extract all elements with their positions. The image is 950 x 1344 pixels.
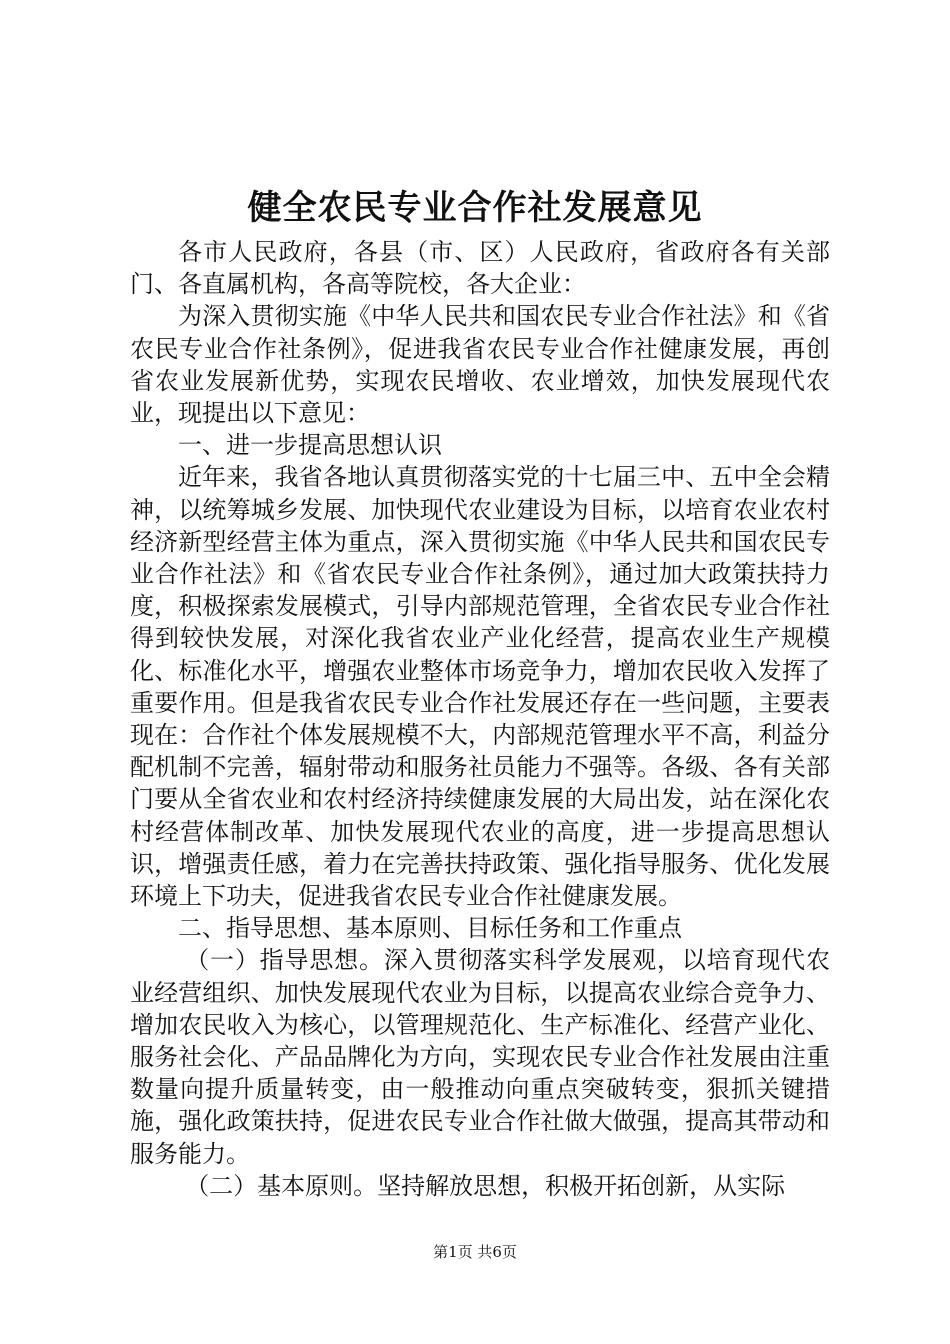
document-title: 健全农民专业合作社发展意见 <box>247 188 703 228</box>
paragraph-section-1: 近年来，我省各地认真贯彻落实党的十七届三中、五中全会精神，以统筹城乡发展、加快现代农业建设为目标，以培育农业农村经济新型经营主体为重点，深入贯彻实施《中华人民共和国农民专业合作社法》和《省农民专业合作社条例》，通过加大政策扶持力度，积极探索发展模式，引导内部规范管理，全省农民专业合作社得到较快发展，对深化我省农业产业化经营，提高农业生产规模化、标准化水平，增强农业整体市场竞争力，增加农民收入发挥了重要作用。但是我省农民专业合作社发展还存在一些问题，主要表现在：合作社个体发展规模不大，内部规范管理水平不高，利益分配机制不完善，辐射带动和服务社员能力不强等。各级、各有关部门要从全省农业和农村经济持续健康发展的大局出发，站在深化农村经营体制改革、加快发展现代农业的高度，进一步提高思想认识，增强责任感，着力在完善扶持政策、强化指导服务、优化发展环境上下功夫，促进我省农民专业合作社健康发展。 <box>130 463 830 911</box>
paragraph-basic-principles: （二）基本原则。坚持解放思想，积极开拓创新，从实际 <box>185 1171 786 1200</box>
section-heading-1: 一、进一步提高思想认识 <box>178 431 442 460</box>
document-body <box>130 236 830 1202</box>
paragraph-addressee: 各市人民政府，各县（市、区）人民政府，省政府各有关部门、各直属机构，各高等院校，各大企业： <box>130 238 830 299</box>
page-footer: 第1页 共6页 <box>433 1243 517 1261</box>
paragraph-guiding-ideology: （一）指导思想。深入贯彻落实科学发展观，以培育现代农业经营组织、加快发展现代农业为目标，以提高农业综合竞争力、增加农民收入为核心，以管理规范化、生产标准化、经营产业化、服务社会化、产品品牌化为方向，实现农民专业合作社发展由注重数量向提升质量转变，由一般推动向重点突破转变，狠抓关键措施，强化政策扶持，促进农民专业合作社做大做强，提高其带动和服务能力。 <box>130 946 830 1168</box>
paragraph-intro: 为深入贯彻实施《中华人民共和国农民专业合作社法》和《省农民专业合作社条例》，促进我省农民专业合作社健康发展，再创省农业发展新优势，实现农民增收、农业增效，加快发展现代农业，现提出以下意见： <box>130 302 830 428</box>
section-heading-2: 二、指导思想、基本原则、目标任务和工作重点 <box>178 914 682 943</box>
